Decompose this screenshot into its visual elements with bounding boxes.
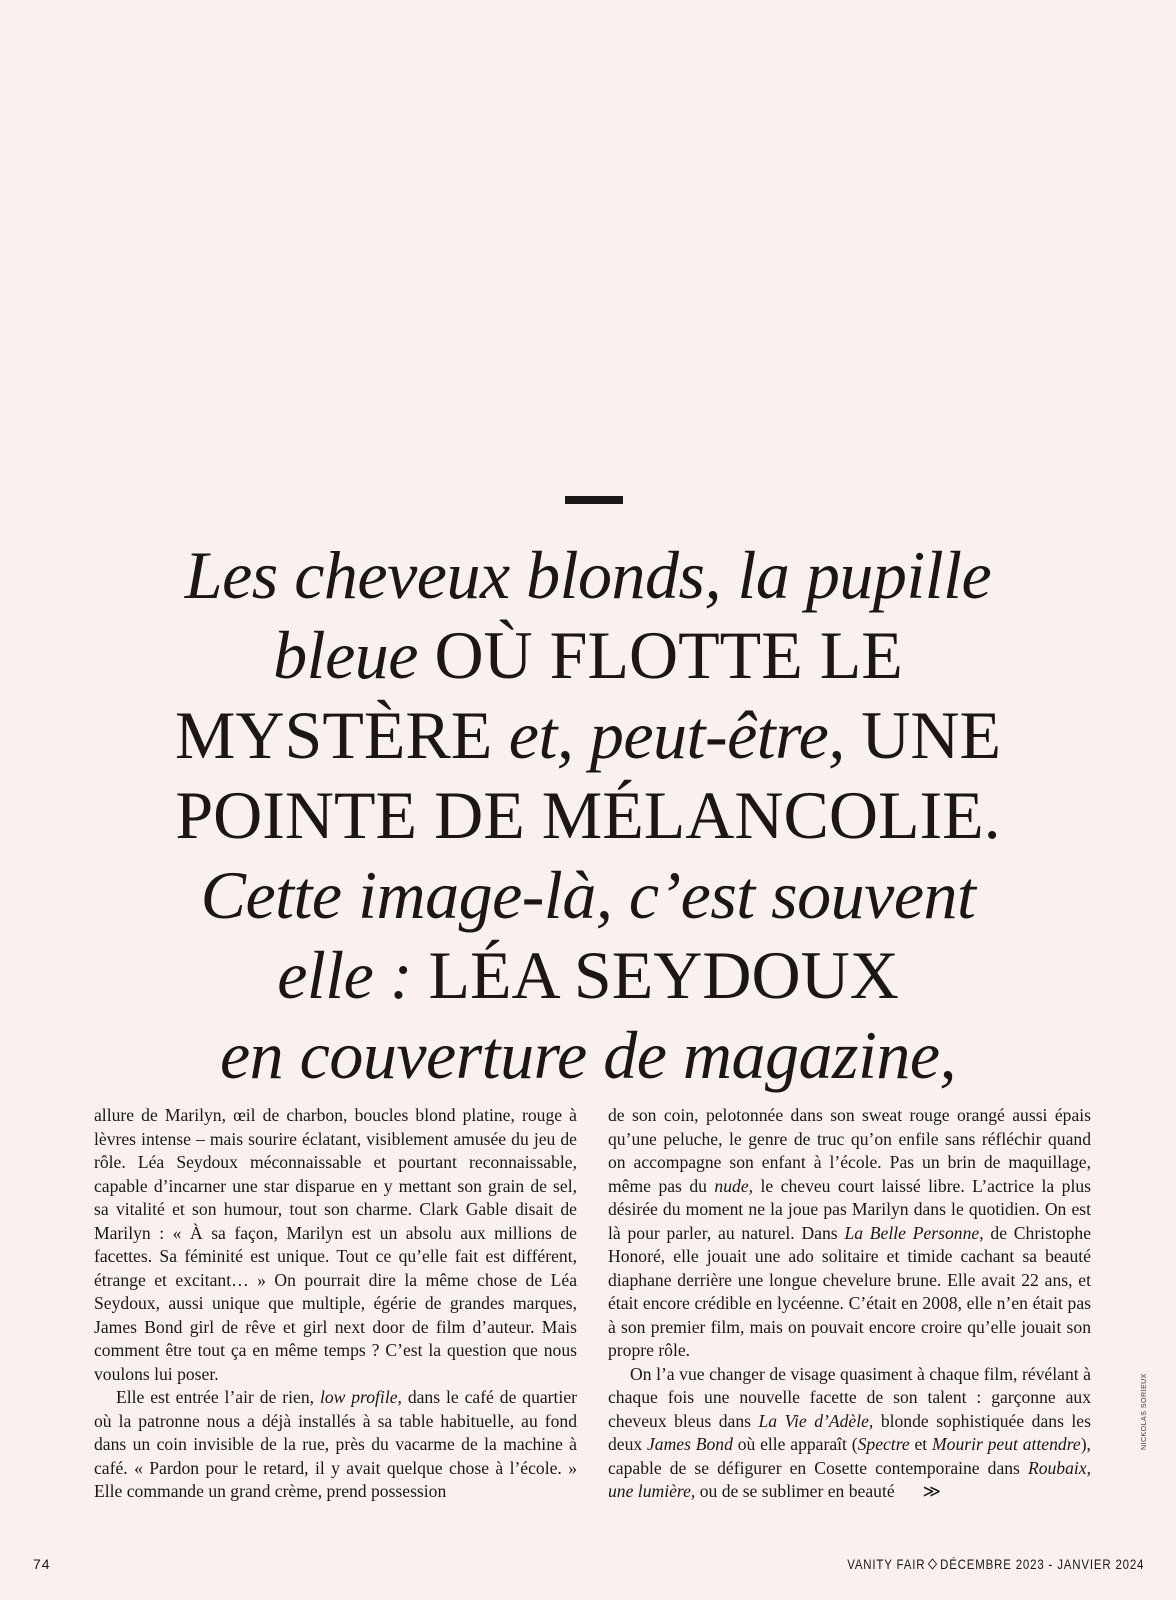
pull-quote-line-5: Cette image-là, c’est souvent	[200, 857, 976, 933]
body-paragraph: Elle est entrée l’air de rien, low profile, dans le café de quartier où la patronne nous a déjà installés à sa table habituelle, au fond dans un coin invisible de la rue, près du vacarme de la machine à café. « Pardon pour le retard, il y avait quelque chose à l’école. » Elle commande un grand crème, prend possession	[94, 1387, 577, 1501]
photo-credit: NICKOLAS SORIEUX	[1141, 1373, 1148, 1450]
pull-quote-line-6: elle : LÉA SEYDOUX	[277, 937, 899, 1013]
running-footer	[847, 1556, 1144, 1572]
body-column-right	[608, 1104, 1091, 1504]
pull-quote-line-3: MYSTÈRE et, peut-être, UNE	[174, 697, 1002, 773]
issue-date: DÉCEMBRE 2023 - JANVIER 2024	[939, 1556, 1144, 1572]
pull-quote-line-1: Les cheveux blonds, la pupille	[184, 537, 992, 613]
pull-quote-line-7: en couverture de magazine,	[219, 1017, 957, 1093]
continue-arrow-icon: ≫	[922, 1481, 942, 1501]
body-paragraph: On l’a vue changer de visage quasiment à chaque film, révélant à chaque fois une nouvelle facette de son talent : garçonne aux cheveux bleus dans La Vie d’Adèle, blonde sophistiquée dans les deux James Bond où elle apparaît (Spectre et Mourir peut attendre), capable de se défigurer en Cosette contemporaine dans Roubaix, une lumière, ou de se sublimer en beauté ≫	[608, 1363, 1091, 1504]
pull-quote-line-4: POINTE DE MÉLANCOLIE.	[175, 777, 1001, 853]
body-paragraph: de son coin, pelotonnée dans son sweat rouge orangé aussi épais qu’une peluche, le genre de truc qu’on enfile sans réfléchir quand on accompagne son enfant à l’école. Pas un brin de maquillage, même pas du nude, le cheveu court laissé libre. L’actrice la plus désirée du moment ne la joue pas Marilyn dans le quotidien. On est là pour parler, au naturel. Dans La Belle Personne, de Christophe Honoré, elle jouait une ado solitaire et timide cachant sa beauté diaphane derrière une longue chevelure brune. Elle avait 22 ans, et était encore crédible en lycéenne. C’était en 2008, elle n’en était pas à son premier film, mais on pouvait encore croire qu’elle jouait son propre rôle.	[608, 1105, 1092, 1360]
magazine-name: VANITY FAIR	[846, 1556, 926, 1572]
diamond-icon	[928, 1559, 937, 1570]
body-column-left	[94, 1104, 577, 1504]
page-number: 74	[33, 1556, 51, 1572]
body-paragraph: allure de Marilyn, œil de charbon, boucles blond platine, rouge à lèvres intense – mais sourire éclatant, visiblement amusée du jeu de rôle. Léa Seydoux méconnaissable et pourtant reconnaissable, capable d’incarner une star disparue en y mettant son grain de sel, sa vitalité et son humour, tout son charme. Clark Gable disait de Marilyn : « À sa façon, Marilyn est un absolu aux millions de facettes. Sa féminité est unique. Tout ce qu’elle fait est différent, étrange et excitant… » On pourrait dire la même chose de Léa Seydoux, aussi unique que multiple, égérie de grandes marques, James Bond girl de rêve et girl next door de film d’auteur. Mais comment être tout ça en même temps ? C’est la question que nous voulons lui poser.	[94, 1105, 577, 1384]
pull-quote-dash	[565, 496, 623, 504]
pull-quote	[60, 535, 1116, 1095]
pull-quote-line-2: bleue OÙ FLOTTE LE	[273, 617, 903, 693]
